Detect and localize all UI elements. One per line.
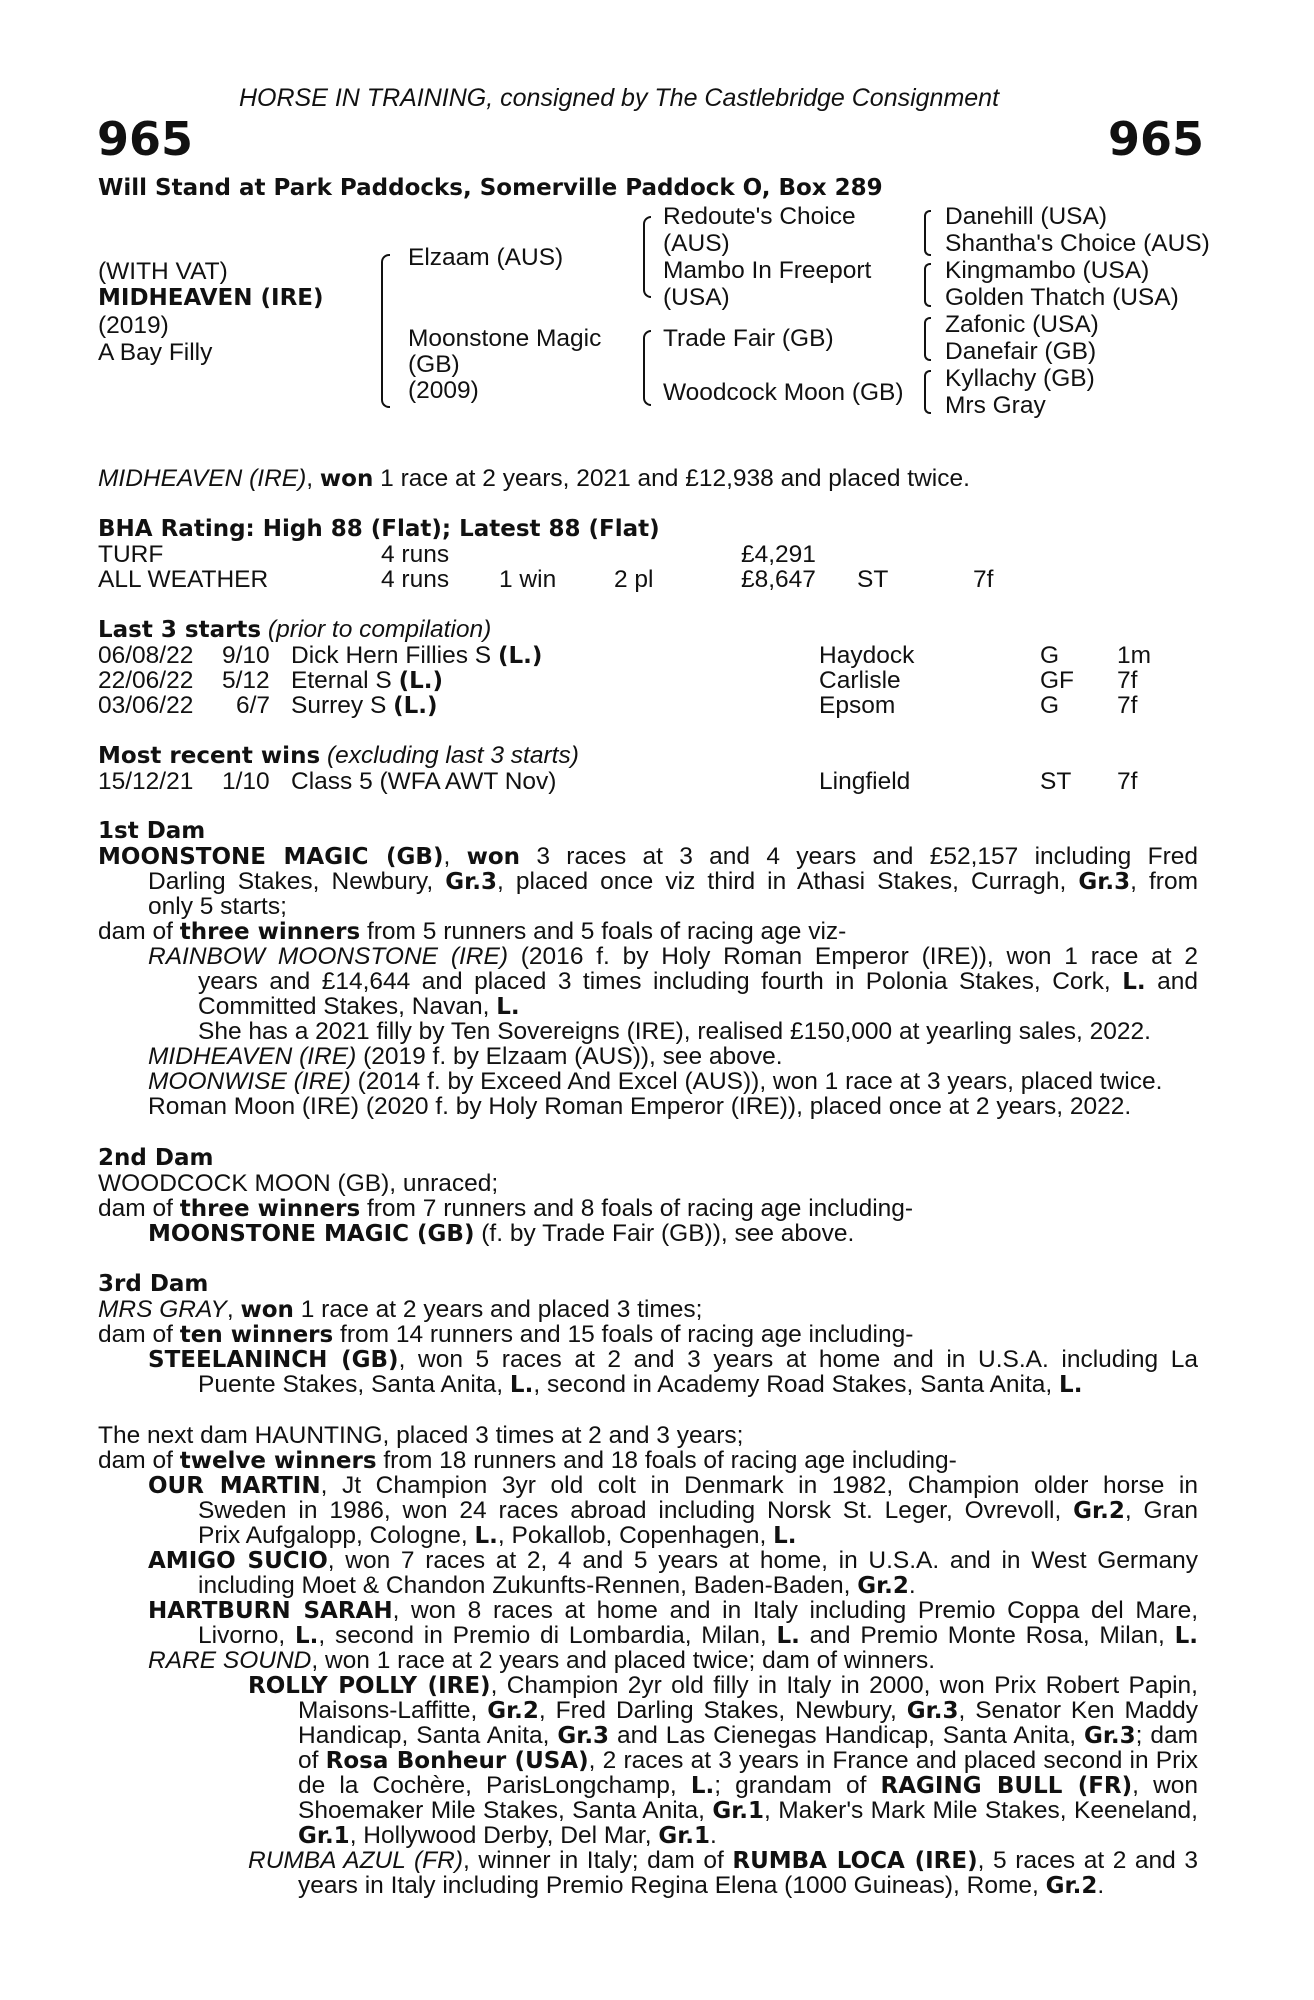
pedigree-brace-sd	[924, 263, 931, 307]
dam-name-line2: (GB)	[408, 351, 460, 378]
dd-dam: Mrs Gray	[945, 392, 1046, 419]
bha-rating-heading: BHA Rating: High 88 (Flat); Latest 88 (Flat)	[98, 516, 660, 542]
sire-dam-line1: Mambo In Freeport	[663, 257, 872, 284]
pedigree-brace-main	[381, 254, 390, 408]
pedigree-brace-ds	[924, 317, 931, 361]
ss-dam: Shantha's Choice (AUS)	[945, 230, 1210, 257]
recent-wins-heading: Most recent wins (excluding last 3 starts)	[98, 742, 579, 769]
sd-sire: Kingmambo (USA)	[945, 257, 1150, 284]
horse-name: MIDHEAVEN (IRE)	[98, 285, 324, 311]
dd-sire: Kyllachy (GB)	[945, 365, 1095, 392]
section-heading: 1st Dam	[98, 818, 206, 844]
sd-dam: Golden Thatch (USA)	[945, 284, 1179, 311]
dam-dam: Woodcock Moon (GB)	[663, 379, 904, 406]
lot-number-left: 965	[97, 112, 194, 166]
dam-name-line1: Moonstone Magic	[408, 325, 602, 352]
dam-year: (2009)	[408, 377, 479, 404]
ss-sire: Danehill (USA)	[945, 203, 1108, 230]
last3-heading: Last 3 starts (prior to compilation)	[98, 616, 492, 643]
horse-year: (2019)	[98, 312, 169, 339]
next-dam-section: The next dam HAUNTING, placed 3 times at 2 and 3 years; dam of twelve winners from 18 runners and 18 foals of racing age including- OUR MARTIN, Jt Champion 3yr old colt in Denmark in 1982, Champion older horse in Sweden in 1986, won 24 races abroad including Norsk St. Leger, Ovrevoll, Gr.2, Gran Prix Aufgalopp, Cologne, L., Pokallob, Copenhagen, L. AMIGO SUCIO, won 7 races at 2, 4 and 5 years at home, in U.S.A. and in West Germany including Moet & Chandon Zukunfts-Rennen, Baden-Baden, Gr.2. HARTBURN SARAH, won 8 races at home and in Italy including Premio Coppa del Mare, Livorno, L., second in Premio di Lombardia, Milan, L. and Premio Monte Rosa, Milan, L. RARE SOUND, won 1 race at 2 years and placed twice; dam of winners. ROLLY POLLY (IRE), Champion 2yr old filly in Italy in 2000, won Prix Robert Papin, Maisons-Laffitte, Gr.2, Fred Darling Stakes, Newbury, Gr.3, Senator Ken Maddy Handicap, Santa Anita, Gr.3 and Las Cienegas Handicap, Santa Anita, Gr.3; dam of Rosa Bonheur (USA), 2 races at 3 years in France and placed second in Prix de la Cochère, ParisLongchamp, L.; grandam of RAGING BULL (FR), won Shoemaker Mile Stakes, Santa Anita, Gr.1, Maker's Mark Mile Stakes, Keeneland, Gr.1, Hollywood Derby, Del Mar, Gr.1. RUMBA AZUL (FR), winner in Italy; dam of RUMBA LOCA (IRE), 5 races at 2 and 3 years in Italy including Premio Regina Elena (1000 Guineas), Rome, Gr.2.	[98, 1422, 1199, 1899]
dam-sire: Trade Fair (GB)	[663, 325, 834, 352]
race-summary: MIDHEAVEN (IRE), won 1 race at 2 years, 2021 and £12,938 and placed twice.	[98, 465, 970, 492]
stand-location: Will Stand at Park Paddocks, Somerville Paddock O, Box 289	[98, 175, 883, 201]
section-heading: 2nd Dam	[98, 1145, 214, 1171]
section-heading: 3rd Dam	[98, 1271, 209, 1297]
pedigree-brace-sire	[643, 216, 651, 298]
second-dam-section: 2nd Dam WOODCOCK MOON (GB), unraced; dam of three winners from 7 runners and 8 foals of racing age including- MOONSTONE MAGIC (GB) (f. by Trade Fair (GB)), see above.	[98, 1146, 1198, 1246]
pedigree-brace-dd	[924, 370, 931, 414]
ds-dam: Danefair (GB)	[945, 338, 1097, 365]
pedigree-brace-dam	[643, 330, 651, 406]
first-dam-section: 1st Dam MOONSTONE MAGIC (GB), won 3 races at 3 and 4 years and £52,157 including Fred Darling Stakes, Newbury, Gr.3, placed once viz third in Athasi Stakes, Curragh, Gr.3, from only 5 starts; dam of three winners from 5 runners and 5 foals of racing age viz- RAINBOW MOONSTONE (IRE) (2016 f. by Holy Roman Emperor (IRE)), won 1 race at 2 years and £14,644 and placed 3 times including fourth in Polonia Stakes, Cork, L. and Committed Stakes, Navan, L. She has a 2021 filly by Ten Sovereigns (IRE), realised £150,000 at yearling sales, 2022. MIDHEAVEN (IRE) (2019 f. by Elzaam (AUS)), see above. MOONWISE (IRE) (2014 f. by Exceed And Excel (AUS)), won 1 race at 3 years, placed twice. Roman Moon (IRE) (2020 f. by Holy Roman Emperor (IRE)), placed once at 2 years, 2022.	[98, 818, 1198, 1120]
sire-sire-line1: Redoute's Choice	[663, 203, 856, 230]
consignment-subtitle: HORSE IN TRAINING, consigned by The Castlebridge Consignment	[239, 84, 1000, 112]
horse-description: A Bay Filly	[98, 339, 213, 366]
pedigree-brace-ss	[924, 210, 931, 256]
sire-dam-line2: (USA)	[663, 284, 730, 311]
lot-number-right: 965	[1107, 112, 1204, 166]
ds-sire: Zafonic (USA)	[945, 311, 1099, 338]
third-dam-section: 3rd Dam MRS GRAY, won 1 race at 2 years and placed 3 times; dam of ten winners from 14 runners and 15 foals of racing age including- STEELANINCH (GB), won 5 races at 2 and 3 years at home and in U.S.A. including La Puente Stakes, Santa Anita, L., second in Academy Road Stakes, Santa Anita, L.	[98, 1271, 1198, 1398]
sire-name: Elzaam (AUS)	[408, 244, 564, 271]
sire-sire-line2: (AUS)	[663, 230, 730, 257]
vat-note: (WITH VAT)	[98, 258, 228, 285]
